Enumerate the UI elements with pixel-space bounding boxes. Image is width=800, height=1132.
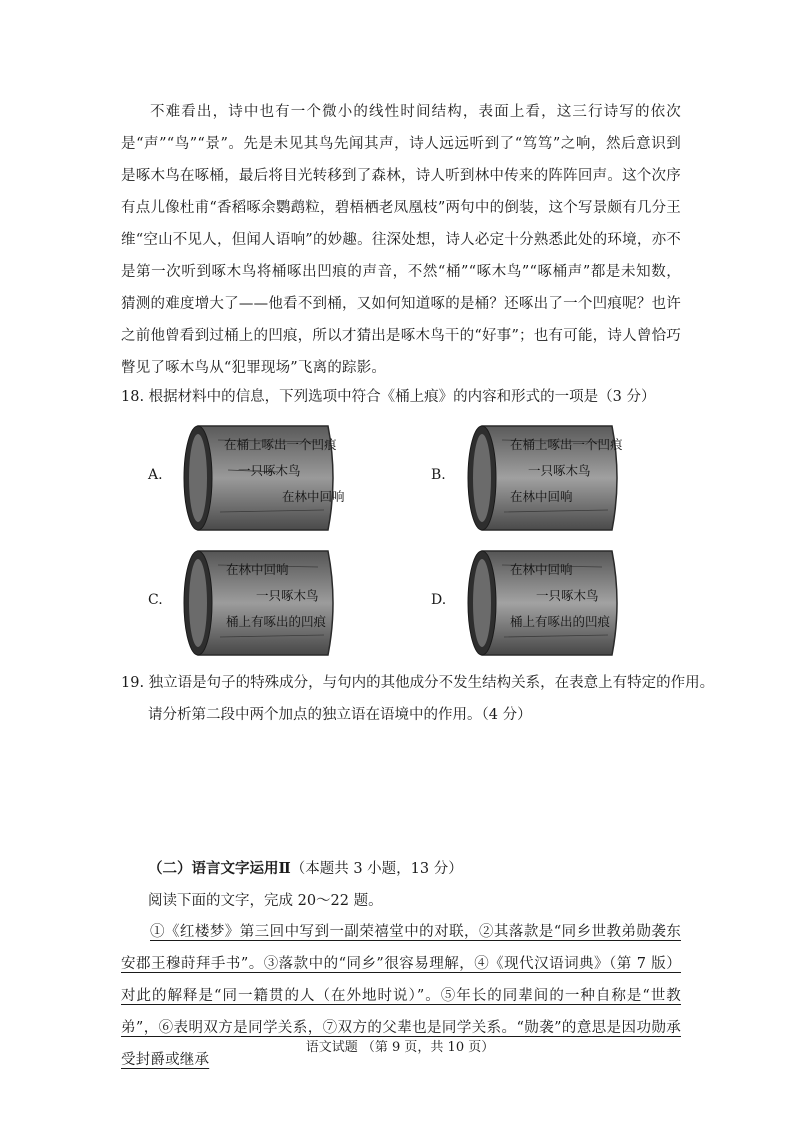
- section-2-heading-note: （本题共 3 小题，13 分）: [290, 861, 463, 877]
- section-2-heading: （二）语言文字运用Ⅱ: [148, 860, 291, 877]
- option-b-tube-image[interactable]: [462, 420, 622, 536]
- option-c-tube-image[interactable]: [178, 545, 338, 661]
- section-2-passage: ①《红楼梦》第三回中写到一副荣禧堂中的对联，②其落款是“同乡世教弟勋袭东安郡王穆莳拜手书”。③落款中的“同乡”很容易理解，④《现代汉语词典》（第 7 版）对此的解释是“同一籍贯的人（在外地时说）”。⑤年长的同辈间的一种自称是“世教弟”，⑥表明双方是同学关系，⑦双方的父辈也是同学关系。“勋袭”的意思是因功勋承受封爵或继承: [121, 924, 681, 1068]
- option-c-line-1: 在林中回响: [226, 562, 289, 577]
- option-c-label[interactable]: C.: [148, 592, 163, 608]
- option-a-line-1: 在桶上啄出一个凹痕: [224, 437, 337, 452]
- option-c-line-2: 一只啄木鸟: [256, 588, 319, 603]
- question-19-line-2: 请分析第二段中两个加点的独立语在语境中的作用。（4 分）: [148, 707, 532, 723]
- option-d-line-3: 桶上有啄出的凹痕: [510, 614, 611, 629]
- option-d-label[interactable]: D.: [431, 592, 447, 608]
- question-18-stem: 18. 根据材料中的信息，下列选项中符合《桶上痕》的内容和形式的一项是（3 分）: [121, 389, 656, 405]
- option-d-line-2: 一只啄木鸟: [536, 588, 599, 603]
- option-b-line-1: 在桶上啄出一个凹痕: [510, 437, 623, 452]
- option-b-line-2: 一只啄木鸟: [528, 463, 591, 478]
- option-a-tube-image[interactable]: [178, 420, 345, 536]
- option-a-line-2: 一只啄木鸟: [238, 463, 301, 478]
- option-b-line-3: 在林中回响: [510, 489, 573, 504]
- option-a-label[interactable]: A.: [148, 467, 163, 483]
- section-2-instruction: 阅读下面的文字，完成 20～22 题。: [148, 893, 383, 909]
- option-d-line-1: 在林中回响: [510, 562, 573, 577]
- option-a-line-3: 在林中回响: [282, 489, 345, 504]
- option-c-line-3: 桶上有啄出的凹痕: [226, 614, 327, 629]
- option-d-tube-image[interactable]: [462, 545, 622, 661]
- passage-paragraph: 不难看出，诗中也有一个微小的线性时间结构，表面上看，这三行诗写的依次是“声”“鸟”“景”。先是未见其鸟先闻其声，诗人远远听到了“笃笃”之响，然后意识到是啄木鸟在啄桶，最后将目光转移到了森林，诗人听到林中传来的阵阵回声。这个次序有点儿像杜甫“香稻啄余鹦鹉粒，碧梧栖老凤凰枝”两句中的倒装，这个写景颇有几分王维“空山不见人，但闻人语响”的妙趣。往深处想，诗人必定十分熟悉此处的环境，亦不是第一次听到啄木鸟将桶啄出凹痕的声音，不然“桶”“啄木鸟”“啄桶声”都是未知数，猜测的难度增大了——他看不到桶，又如何知道啄的是桶？还啄出了一个凹痕呢？也许之前他曾看到过桶上的凹痕，所以才猜出是啄木鸟干的“好事”；也有可能，诗人曾恰巧瞥见了啄木鸟从“犯罪现场”飞离的踪影。: [121, 104, 681, 376]
- option-b-label[interactable]: B.: [431, 467, 446, 483]
- question-19-line-1: 19. 独立语是句子的特殊成分，与句内的其他成分不发生结构关系，在表意上有特定的作用。: [121, 675, 715, 691]
- page-footer: 语文试题 （第 9 页，共 10 页）: [305, 1040, 495, 1055]
